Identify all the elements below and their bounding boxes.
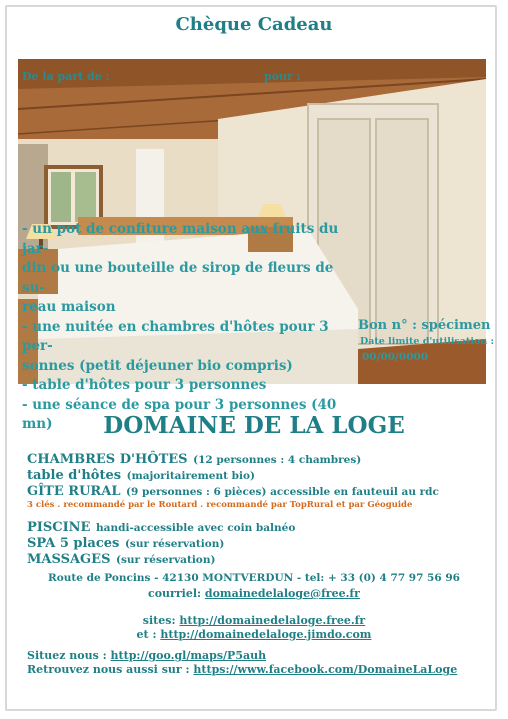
gite-detail: (9 personnes : 6 pièces) accessible en fauteuil au rdc <box>126 486 439 498</box>
spa-title: SPA 5 places <box>27 536 120 551</box>
site2-link[interactable]: http://domainedelaloge.jimdo.com <box>160 628 372 641</box>
recommendation-text: 3 clés . recommandé par le Routard . recommandé par TopRural et par Géoguide <box>27 500 413 510</box>
chambres-title: CHAMBRES D'HÔTES <box>27 452 188 467</box>
massages-title: MASSAGES <box>27 552 111 567</box>
sites-line <box>0 614 508 627</box>
site2-line <box>0 628 508 641</box>
offer-line: - une nuitée en chambres d'hôtes pour 3 per- <box>22 318 329 354</box>
offer-line: din ou une bouteille de sirop de fleurs de su- <box>22 260 334 296</box>
massages-detail: (sur réservation) <box>116 554 216 566</box>
piscine-detail: handi-accessible avec coin balnéo <box>96 522 296 534</box>
map-label: Situez nous : <box>27 649 107 662</box>
offer-line: sonnes (petit déjeuner bio compris) <box>22 357 293 374</box>
facebook-label: Retrouvez nous aussi sur : <box>27 663 190 676</box>
massages-line <box>27 548 215 567</box>
from-label: De la part de : <box>22 70 110 83</box>
courriel-label: courriel: <box>148 587 202 600</box>
chambres-detail: (12 personnes : 4 chambres) <box>193 454 362 466</box>
site1-link[interactable]: http://domainedelaloge.free.fr <box>179 614 366 627</box>
address-line: Route de Poncins - 42130 MONTVERDUN - tel: + 33 (0) 4 77 97 56 96 <box>48 572 460 584</box>
offer-line: reau maison <box>22 299 116 315</box>
limit-date-value: 00/00/0000 <box>362 351 429 363</box>
offer-line: - une séance de spa pour 3 personnes (40 mn) <box>22 396 337 432</box>
voucher-number: Bon n° : spécimen <box>358 318 491 333</box>
map-link[interactable]: http://goo.gl/maps/P5auh <box>110 649 267 662</box>
offer-list <box>22 220 358 435</box>
offer-line: - un pot de confiture maison aux fruits du jar- <box>22 221 339 257</box>
gite-title: GÎTE RURAL <box>27 484 121 499</box>
site2-label: et : <box>136 628 157 641</box>
facebook-link[interactable]: https://www.facebook.com/DomaineLaLoge <box>193 663 458 676</box>
courriel-link[interactable]: domainedelaloge@free.fr <box>204 587 360 600</box>
sites-label: sites: <box>142 614 176 627</box>
map-line <box>27 649 266 662</box>
spa-detail: (sur réservation) <box>124 538 225 550</box>
domain-name-heading: DOMAINE DE LA LOGE <box>103 412 405 439</box>
page-title: Chèque Cadeau <box>175 14 333 35</box>
piscine-title: PISCINE <box>27 520 91 535</box>
table-detail: (majoritairement bio) <box>126 470 255 482</box>
limit-date-label: Date limite d'utilisation : <box>360 336 494 347</box>
gite-line <box>27 480 439 499</box>
offer-line: - table d'hôtes pour 3 personnes <box>22 377 267 393</box>
to-label: pour : <box>264 70 301 83</box>
courriel-line <box>0 587 508 600</box>
table-title: table d'hôtes <box>27 468 122 483</box>
facebook-line <box>27 663 457 676</box>
